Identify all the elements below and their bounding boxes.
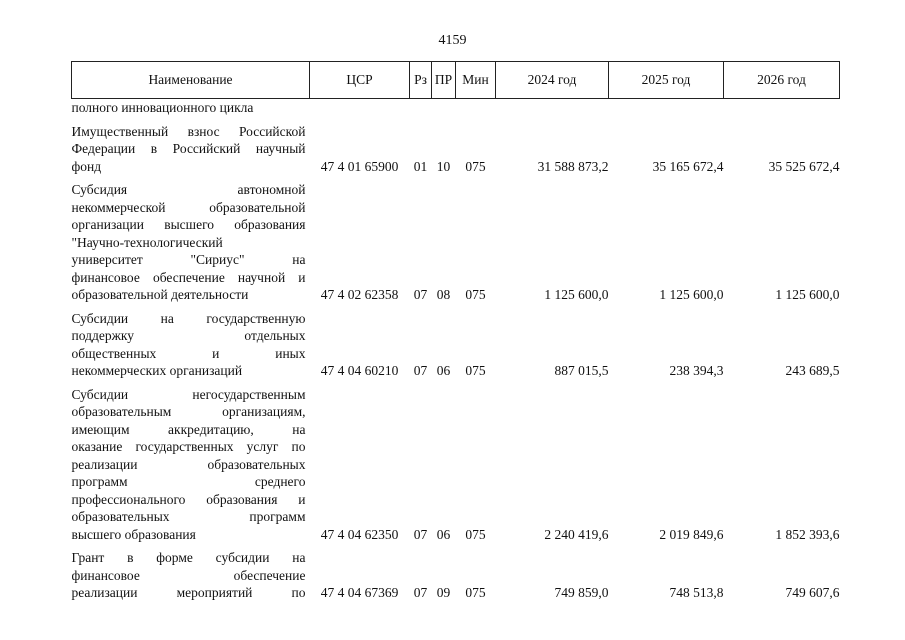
table-row-continuation <box>72 99 840 117</box>
header-2025: 2025 год <box>609 62 724 99</box>
row-name-line: фонд <box>71 158 102 174</box>
table-row <box>72 117 840 176</box>
row-csr: 47 4 02 62358 <box>320 287 399 302</box>
row-pr: 06 <box>436 526 451 542</box>
row-name <box>72 543 310 602</box>
row-amount-2025: 2 019 849,6 <box>659 526 724 542</box>
row-csr: 47 4 01 65900 <box>320 158 399 174</box>
row-amount-2025: 35 165 672,4 <box>652 158 724 174</box>
row-name <box>72 380 310 544</box>
row-name-line: профессионального образования и <box>71 491 306 507</box>
table-row <box>72 175 840 304</box>
row-name <box>72 117 310 176</box>
row-name-line: оказание государственных услуг по <box>71 439 306 454</box>
row-name-line: полного инновационного цикла <box>71 100 254 115</box>
row-name-line: "Научно-технологический <box>71 234 223 250</box>
row-amount-2026: 243 689,5 <box>785 363 840 378</box>
row-name <box>72 99 310 117</box>
row-name-line: общественных и иных <box>71 345 306 361</box>
header-csr: ЦСР <box>310 62 410 99</box>
header-name: Наименование <box>72 62 310 99</box>
row-name <box>72 175 310 304</box>
row-name-line: Грант в форме субсидии на <box>71 550 306 565</box>
row-name-line: образовательных программ <box>71 509 306 524</box>
row-amount-2025: 1 125 600,0 <box>659 287 724 302</box>
row-csr: 47 4 04 67369 <box>320 585 399 600</box>
row-name-line: реализации мероприятий по <box>71 585 306 600</box>
row-pr: 06 <box>436 363 451 378</box>
row-name-line: Субсидии негосударственным <box>71 386 306 402</box>
header-2024: 2024 год <box>496 62 609 99</box>
header-min: Мин <box>456 62 496 99</box>
row-rz: 07 <box>413 526 428 542</box>
budget-table <box>71 61 840 602</box>
row-pr: 08 <box>436 287 451 302</box>
row-amount-2024: 749 859,0 <box>554 585 609 600</box>
header-2026: 2026 год <box>724 62 840 99</box>
row-name-line: университет "Сириус" на <box>71 252 306 267</box>
row-name-line: образовательной деятельности <box>71 287 249 302</box>
row-rz: 07 <box>413 363 428 378</box>
row-amount-2026: 1 125 600,0 <box>775 287 840 302</box>
row-amount-2025: 748 513,8 <box>669 585 724 600</box>
row-amount-2025: 238 394,3 <box>669 363 724 378</box>
row-name-line: высшего образования <box>71 526 196 542</box>
table-row <box>72 380 840 544</box>
row-name-line: поддержку отдельных <box>71 328 306 343</box>
table-body <box>72 99 840 602</box>
row-name-line: финансовое обеспечение научной и <box>71 269 306 285</box>
row-csr: 47 4 04 62350 <box>320 526 399 542</box>
row-csr: 47 4 04 60210 <box>320 363 399 378</box>
row-rz: 07 <box>413 287 428 302</box>
row-pr: 10 <box>436 158 451 174</box>
table-header <box>72 62 840 99</box>
row-amount-2026: 35 525 672,4 <box>768 158 840 174</box>
row-amount-2024: 1 125 600,0 <box>544 287 609 302</box>
header-rz: Рз <box>410 62 432 99</box>
row-name-line: финансовое обеспечение <box>71 567 306 583</box>
row-min: 075 <box>465 363 486 378</box>
table-row <box>72 304 840 380</box>
row-min: 075 <box>465 158 486 174</box>
row-name <box>72 304 310 380</box>
row-name-line: некоммерческой образовательной <box>71 199 306 215</box>
page-number: 4159 <box>438 33 467 48</box>
row-name-line: образовательным организациям, <box>71 404 306 419</box>
table-row <box>72 543 840 602</box>
row-amount-2024: 31 588 873,2 <box>537 158 609 174</box>
row-amount-2024: 887 015,5 <box>554 363 609 378</box>
row-amount-2026: 749 607,6 <box>785 585 840 600</box>
row-name-line: имеющим аккредитацию, на <box>71 421 306 437</box>
row-name-line: программ среднего <box>71 474 306 489</box>
row-rz: 07 <box>413 585 428 600</box>
row-name-line: реализации образовательных <box>71 456 306 472</box>
row-name-line: некоммерческих организаций <box>71 363 243 378</box>
row-min: 075 <box>465 585 486 600</box>
row-min: 075 <box>465 287 486 302</box>
row-name-line: организации высшего образования <box>71 217 306 232</box>
row-amount-2024: 2 240 419,6 <box>544 526 609 542</box>
row-name-line: Имущественный взнос Российской <box>71 123 306 139</box>
row-amount-2026: 1 852 393,6 <box>775 526 840 542</box>
row-min: 075 <box>465 526 486 542</box>
header-pr: ПР <box>432 62 456 99</box>
row-pr: 09 <box>436 585 451 600</box>
row-name-line: Субсидия автономной <box>71 182 306 197</box>
row-rz: 01 <box>413 158 428 174</box>
row-name-line: Федерации в Российский научный <box>71 141 306 156</box>
row-name-line: Субсидии на государственную <box>71 310 306 326</box>
